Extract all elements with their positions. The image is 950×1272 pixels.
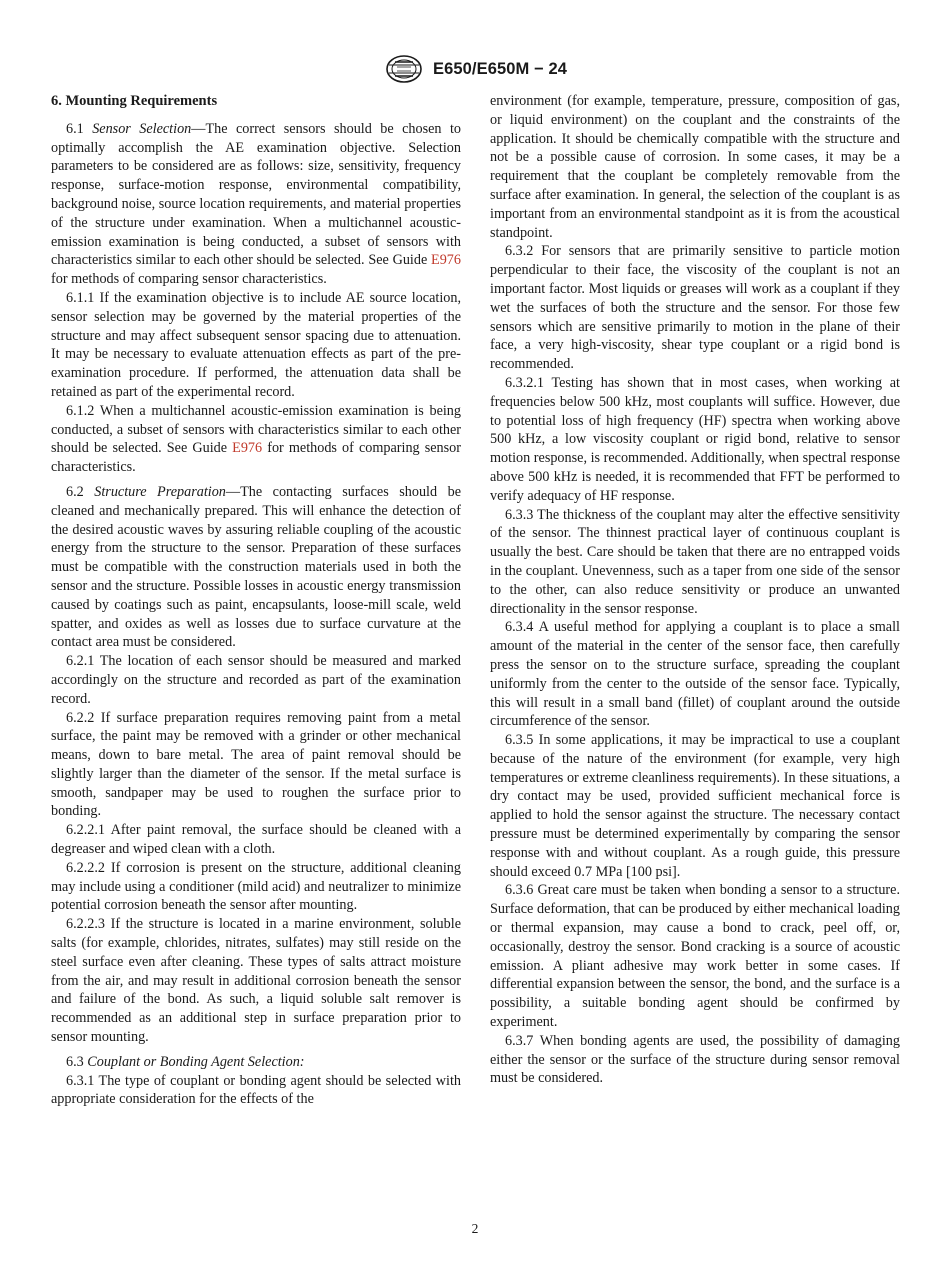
- paragraph-6-3-4: 6.3.4 A useful method for applying a couplant is to place a small amount of the material in the center of the sensor face, then carefully press the sensor on to the structure surface, spreading the couplant uniformly from the center to the outside of the sensor face. Typically, this will result in a small band (fillet) of couplant around the outside circumference of the sensor.: [490, 619, 900, 730]
- e976-link[interactable]: E976: [232, 440, 263, 457]
- astm-logo: [383, 54, 425, 84]
- section-title: Couplant or Bonding Agent Selection:: [87, 1053, 305, 1070]
- page-header: [0, 55, 950, 83]
- paragraph-6-3-1: 6.3.1 The type of couplant or bonding agent should be selected with appropriate consideration for the effects of the: [51, 1072, 461, 1108]
- paragraph-6-3-2-1: 6.3.2.1 Testing has shown that in most cases, when working at frequencies below 500 kHz, most couplants will suffice. However, due to potential loss of high frequency (HF) spectra when working above 500 kHz, a low viscosity couplant or rigid bond, relative to sensor motion response, is recommended. Additionally, when spectral response above 500 kHz is needed, it is recommended that FFT be performed to verify adequacy of HF response.: [490, 374, 900, 504]
- paragraph-6-3-1-continued: environment (for example, temperature, pressure, composition of gas, or liquid environment) on the couplant and the constraints of the application. It should be chemically compatible with the structure and not be a possible cause of corrosion. In some cases, it may be a requirement that the couplant be completely removable from the surface after examination. In general, the selection of the couplant is as important from an environmental standpoint as it is from the acoustical standpoint.: [490, 93, 900, 241]
- paragraph-6-2-2-2: 6.2.2.2 If corrosion is present on the structure, additional cleaning may include using a conditioner (mild acid) and neutralizer to minimize potential corrosion beneath the sensor after mounting.: [51, 859, 461, 914]
- paragraph-6-1-1: 6.1.1 If the examination objective is to include AE source location, sensor selection may be governed by the material properties of the structure and may affect subsequent sensor spacing due to attenuation. It may be necessary to evaluate attenuation effects as part of the pre-examination procedure. If performed, the attenuation data shall be retained as part of the experimental record.: [51, 289, 461, 400]
- paragraph-6-2-2-1: 6.2.2.1 After paint removal, the surface should be cleaned with a degreaser and wiped clean with a cloth.: [51, 822, 461, 858]
- paragraph-6-2-2-3: 6.2.2.3 If the structure is located in a marine environment, soluble salts (for example, chlorides, nitrates, sulfates) may still reside on the steel surface even after cleaning. These types of salts attract moisture from the air, and may result in additional corrosion beneath the sensor and failure of the bond. As such, a liquid soluble salt remover is recommended as an additional step in surface preparation prior to sensor mounting.: [51, 916, 461, 1046]
- paragraph-6-3-6: 6.3.6 Great care must be taken when bonding a sensor to a structure. Surface deformation, that can be produced by either mechanical loading or thermal expansion, may cause a bond to crack, peel off, or, occasionally, destroy the sensor. Bond cracking is a source of acoustic emission. A pliant adhesive may work better in some cases. If differential expansion between the sensor, the bond, and the surface is a possibility, a suitable bonding agent should be confirmed by experiment.: [490, 882, 900, 1031]
- right-column: [490, 92, 900, 1088]
- paragraph-6-1: 6.1 Sensor Selection—The correct sensors should be chosen to optimally accomplish the AE examination objective. Selection parameters to be considered are as follows: size, sensitivity, frequency response, surface-motion response, environmental compatibility, background noise, source location requirements, and material properties of the structure under examination. When a multichannel acoustic-emission examination is being conducted, a subset of sensors with characteristics similar to each other should be selected. See Guide E976 for methods of comparing sensor characteristics.: [51, 120, 462, 288]
- paragraph-6-3-5: 6.3.5 In some applications, it may be impractical to use a couplant because of the nature of the environment (for example, very high temperatures or extreme cleanliness requirements). In these situations, a dry contact may be used, provided sufficient mechanical force is applied to hold the sensor against the structure. The necessary contact pressure must be determined experimentally by comparing the sensor response with and without couplant. As a rough guide, this pressure should exceed 0.7 MPa [100 psi].: [490, 732, 900, 880]
- page-number: 2: [471, 1221, 479, 1236]
- paragraph-6-1-2: 6.1.2 When a multichannel acoustic-emission examination is being conducted, a subset of sensors with characteristics similar to each other should be selected. See Guide E976 for methods of comparing sensor characteristics.: [51, 402, 461, 476]
- left-column: [51, 92, 461, 1109]
- paragraph-6-3-7: 6.3.7 When bonding agents are used, the possibility of damaging either the sensor or the surface of the structure during sensor removal must be considered.: [490, 1032, 900, 1087]
- section-heading: 6. Mounting Requirements: [51, 93, 218, 109]
- section-title: Sensor Selection: [92, 120, 192, 137]
- paragraph-6-3-3: 6.3.3 The thickness of the couplant may alter the effective sensitivity of the sensor. The thinnest practical layer of continuous couplant is usually the best. Care should be taken that there are no entrapped voids in the couplant. Unevenness, such as a taper from one side of the sensor to the other, can also reduce sensitivity or produce an unwanted directionality in the sensor response.: [490, 506, 900, 617]
- paragraph-6-3-2: 6.3.2 For sensors that are primarily sensitive to particle motion perpendicular to their face, the viscosity of the couplant is not an important factor. Most liquids or greases will work as a couplant if they wet the surfaces of both the structure and the sensor. For those few sensors which are sensitive primarily to motion in the plane of their face, a very high-viscosity, shear type couplant or a rigid bond is recommended.: [490, 243, 900, 373]
- standard-designation: E650/E650M − 24: [432, 59, 568, 78]
- e976-link[interactable]: E976: [431, 252, 461, 269]
- section-title: Structure Preparation: [94, 483, 226, 500]
- paragraph-6-3: 6.3 Couplant or Bonding Agent Selection:: [66, 1053, 305, 1070]
- paragraph-6-2-2: 6.2.2 If surface preparation requires removing paint from a metal surface, the paint may be removed with a grinder or other mechanical means, down to bare metal. The area of paint removal should be slightly larger than the diameter of the sensor. If the metal surface is smooth, sandpaper may be used to roughen the surface prior to bonding.: [51, 709, 461, 820]
- paragraph-6-2: 6.2 Structure Preparation—The contacting surfaces should be cleaned and mechanically prepared. This will enhance the detection of the desired acoustic waves by assuring reliable coupling of the acoustic energy from the structure to the sensor. Preparation of these surfaces must be compatible with the construction materials used in both the sensor and the structure. Possible losses in acoustic energy transmission caused by coatings such as paint, encapsulants, loose-mill scale, weld spatter, and oxides as well as losses due to surface curvature at the contact area must be considered.: [51, 483, 462, 651]
- paragraph-6-2-1: 6.2.1 The location of each sensor should be measured and marked accordingly on the structure and recorded as part of the examination record.: [51, 653, 461, 707]
